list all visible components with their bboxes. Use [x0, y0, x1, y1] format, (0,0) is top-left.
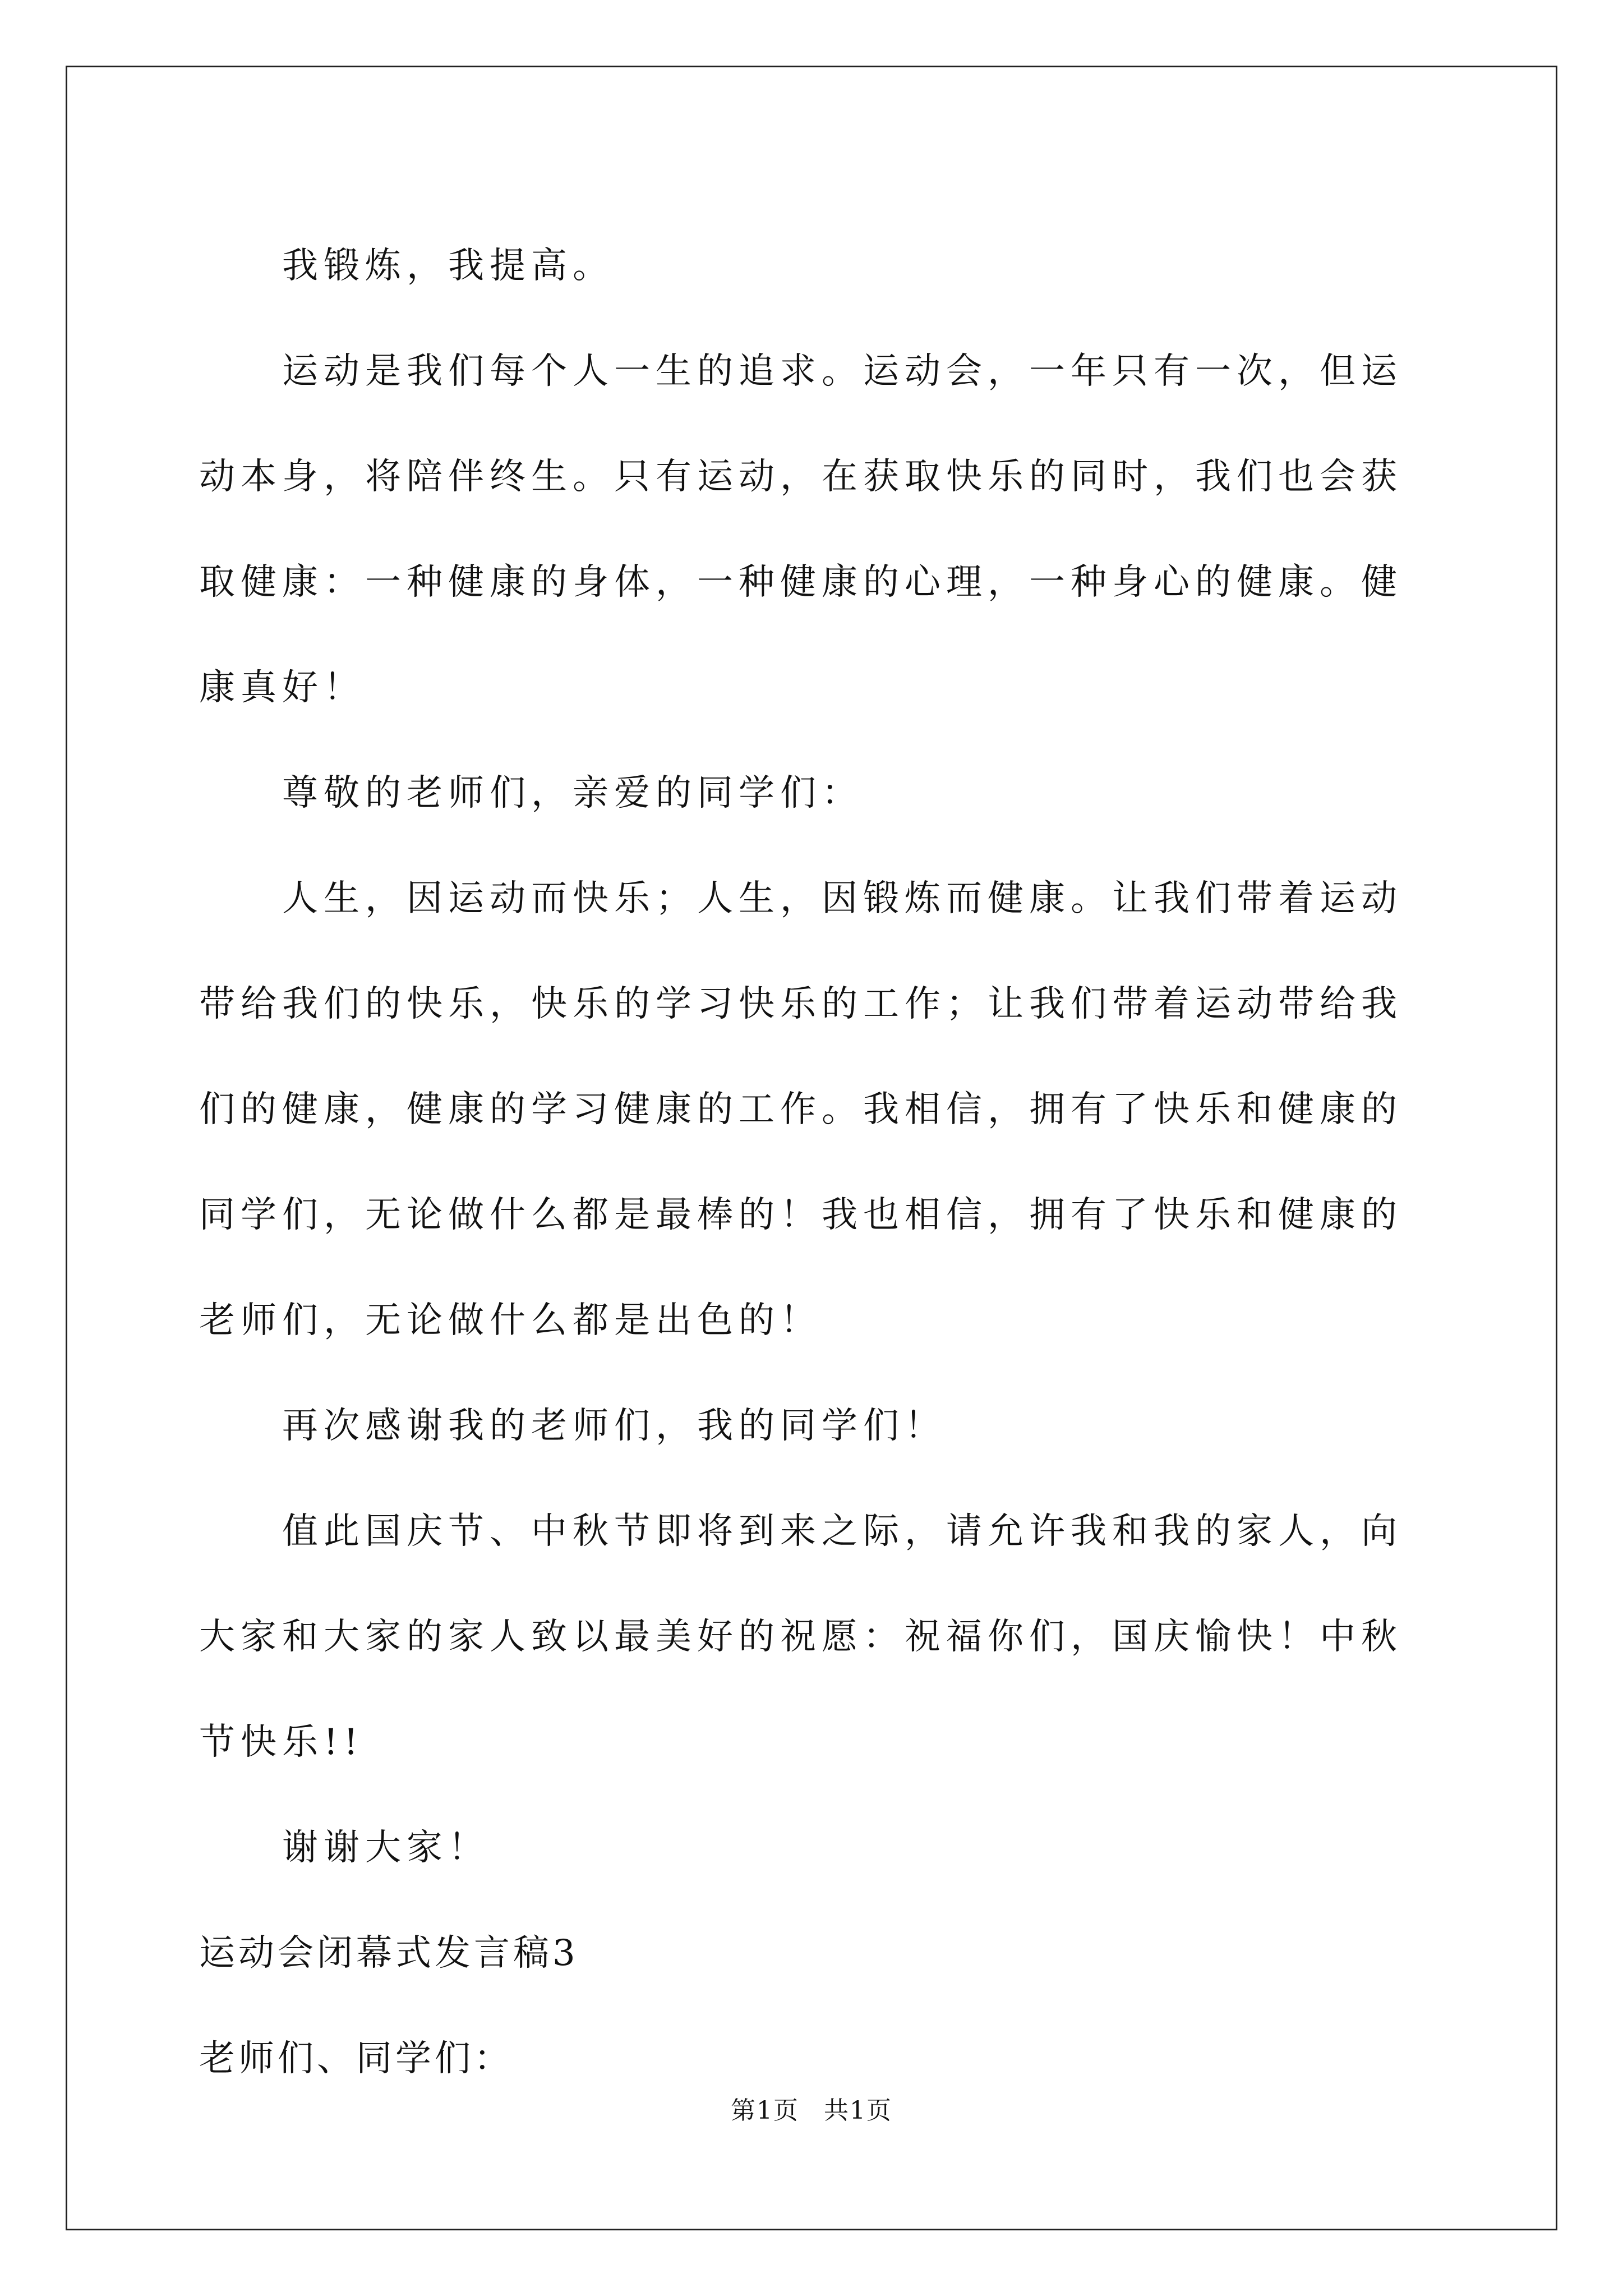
- paragraph-4: 人生，因运动而快乐；人生，因锻炼而健康。让我们带着运动带给我们的快乐，快乐的学习快乐的工作；让我们带着运动带给我们的健康，健康的学习健康的工作。我相信，拥有了快乐和健康的同学们，无论做什么都是最棒的！我也相信，拥有了快乐和健康的老师们，无论做什么都是出色的！: [199, 878, 1403, 1341]
- page-footer: [0, 2090, 1623, 2126]
- document-body: [199, 213, 1438, 2111]
- paragraph-1: 我锻炼，我提高。: [282, 245, 614, 287]
- page-number: 第1页: [731, 2096, 799, 2125]
- paragraph-5: 再次感谢我的老师们，我的同学们！: [282, 1405, 946, 1447]
- paragraph-7: 谢谢大家！: [282, 1827, 490, 1869]
- paragraph-2: 运动是我们每个人一生的追求。运动会，一年只有一次，但运动本身，将陪伴终生。只有运动，在获取快乐的同时，我们也会获取健康：一种健康的身体，一种健康的心理，一种身心的健康。健康真好！: [199, 351, 1403, 708]
- page-total: 共1页: [824, 2096, 892, 2125]
- section-title: 运动会闭幕式发言稿3: [199, 1932, 579, 1974]
- salutation: 老师们、同学们：: [199, 2038, 513, 2079]
- paragraph-3: 尊敬的老师们，亲爱的同学们：: [282, 772, 863, 814]
- paragraph-6: 值此国庆节、中秋节即将到来之际，请允许我和我的家人，向大家和大家的家人致以最美好的祝愿：祝福你们，国庆愉快！中秋节快乐!!: [199, 1511, 1403, 1763]
